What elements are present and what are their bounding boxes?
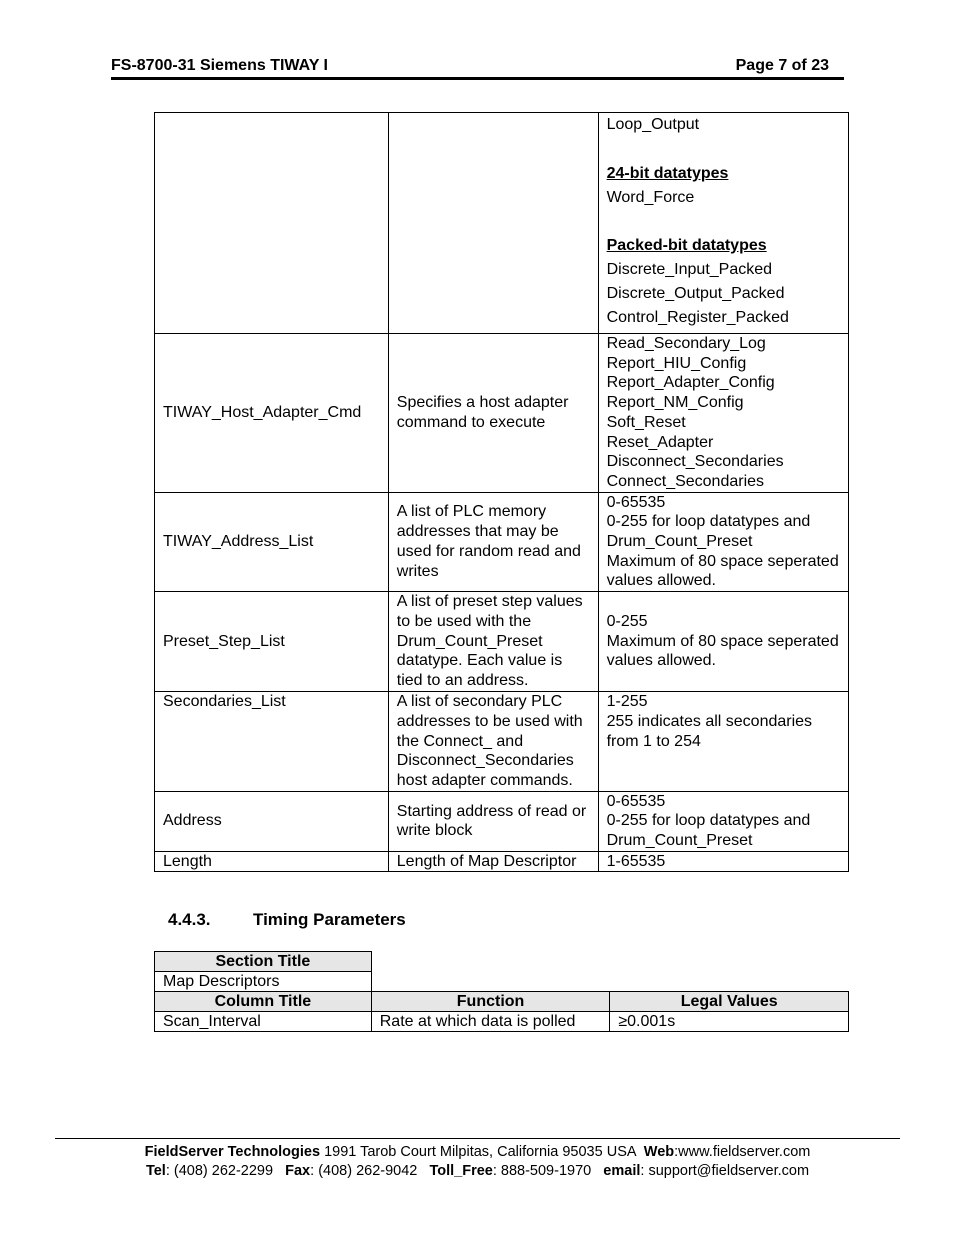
parameters-table [154, 112, 849, 872]
page-number: Page 7 of 23 [735, 57, 829, 74]
tel-number: : (408) 262-2299 [165, 1163, 286, 1179]
legal-value: Discrete_Input_Packed [606, 261, 773, 278]
legal-value: Word_Force [606, 189, 695, 206]
email-label: email [603, 1163, 641, 1179]
legal-value: Discrete_Output_Packed [606, 285, 785, 302]
column-header: Function [371, 992, 610, 1012]
toll-free-number: : 888-509-1970 [492, 1163, 604, 1179]
parameter-name: Address [155, 791, 389, 851]
legal-value: Reset_Adapter [606, 433, 714, 451]
footer-line-1 [55, 1143, 900, 1162]
table-cell [388, 113, 598, 334]
header-rule [111, 77, 844, 80]
table-cell [371, 972, 848, 992]
datatype-group-title: Packed-bit datatypes [606, 237, 767, 254]
legal-value: Read_Secondary_Log [606, 335, 766, 352]
parameter-name: TIWAY_Host_Adapter_Cmd [155, 334, 389, 493]
table-cell [155, 113, 389, 334]
legal-value: Loop_Output [606, 116, 700, 133]
table-row [155, 952, 849, 972]
legal-values-cell [598, 791, 848, 851]
table-row [155, 851, 849, 872]
legal-value: Control_Register_Packed [606, 309, 789, 326]
legal-values-cell [598, 592, 848, 692]
legal-values-cell [598, 492, 848, 592]
legal-values-cell [598, 692, 848, 792]
parameter-name: Length [155, 851, 389, 872]
fax-label: Fax [285, 1163, 311, 1179]
legal-value: 1-65535 [606, 852, 666, 870]
legal-value: 255 indicates all secondaries from 1 to 254 [606, 712, 813, 750]
web-address: :www.fieldserver.com [674, 1144, 811, 1160]
legal-value: 1-255 [606, 693, 648, 711]
legal-value: 0-65535 [606, 493, 666, 511]
legal-value: Maximum of 80 space seperated values allowed. [606, 552, 839, 590]
section-title-value: Map Descriptors [155, 972, 372, 992]
table-row [155, 492, 849, 592]
legal-values-cell [598, 113, 848, 334]
parameter-function: Starting address of read or write block [388, 791, 598, 851]
legal-value: 0-65535 [606, 792, 666, 810]
table-row [155, 334, 849, 493]
table-row [155, 992, 849, 1012]
legal-value: Report_Adapter_Config [606, 374, 775, 392]
legal-value: 0-255 [606, 613, 648, 631]
column-header: Column Title [155, 992, 372, 1012]
tel-label: Tel [145, 1163, 166, 1179]
company-name: FieldServer Technologies [144, 1144, 321, 1160]
legal-value: Maximum of 80 space seperated values allowed. [606, 632, 839, 670]
table-row [155, 791, 849, 851]
legal-value: Report_NM_Config [606, 394, 744, 412]
table-cell: ≥0.001s [610, 1012, 849, 1032]
parameter-function: Length of Map Descriptor [388, 851, 598, 872]
table-row [155, 972, 849, 992]
legal-value: Connect_Secondaries [606, 472, 765, 490]
footer-line-2 [55, 1162, 900, 1181]
table-cell: Scan_Interval [155, 1012, 372, 1032]
document-title: FS-8700-31 Siemens TIWAY I [111, 57, 328, 74]
table-row [155, 113, 849, 334]
table-row [155, 1012, 849, 1032]
legal-values-cell [598, 851, 848, 872]
email-address: : support@fieldserver.com [640, 1163, 810, 1179]
legal-value: Disconnect_Secondaries [606, 453, 784, 471]
fax-number: : (408) 262-9042 [310, 1163, 430, 1179]
legal-value: 0-255 for loop datatypes and Drum_Count_Preset [606, 812, 811, 850]
section-title: Timing Parameters [253, 910, 406, 929]
parameter-name: Preset_Step_List [155, 592, 389, 692]
table-cell: Rate at which data is polled [371, 1012, 610, 1032]
web-label: Web [643, 1144, 675, 1160]
section-number: 4.4.3. [168, 910, 211, 929]
page-header [111, 57, 843, 77]
page-footer [55, 1143, 900, 1181]
parameter-name: TIWAY_Address_List [155, 492, 389, 592]
column-header: Legal Values [610, 992, 849, 1012]
legal-values-cell [598, 334, 848, 493]
parameter-function: A list of preset step values to be used with the Drum_Count_Preset datatype. Each value is tied to an address. [388, 592, 598, 692]
table-row [155, 592, 849, 692]
parameter-name: Secondaries_List [155, 692, 389, 792]
legal-value: 0-255 for loop datatypes and Drum_Count_Preset [606, 513, 811, 551]
footer-rule [55, 1138, 900, 1139]
legal-value: Report_HIU_Config [606, 354, 747, 372]
spacer [607, 137, 840, 162]
legal-value: Soft_Reset [606, 413, 686, 431]
table-cell [371, 952, 848, 972]
table-row [155, 692, 849, 792]
column-header: Section Title [155, 952, 372, 972]
parameter-function: A list of secondary PLC addresses to be used with the Connect_ and Disconnect_Secondaries host adapter commands. [388, 692, 598, 792]
datatype-group-title: 24-bit datatypes [606, 165, 729, 182]
toll-free-label: Toll_Free [429, 1163, 493, 1179]
timing-parameters-table [154, 951, 849, 1032]
parameter-function: Specifies a host adapter command to execute [388, 334, 598, 493]
company-address: 1991 Tarob Court Milpitas, California 95035 USA [320, 1144, 644, 1160]
parameter-function: A list of PLC memory addresses that may be used for random read and writes [388, 492, 598, 592]
spacer [607, 210, 840, 234]
